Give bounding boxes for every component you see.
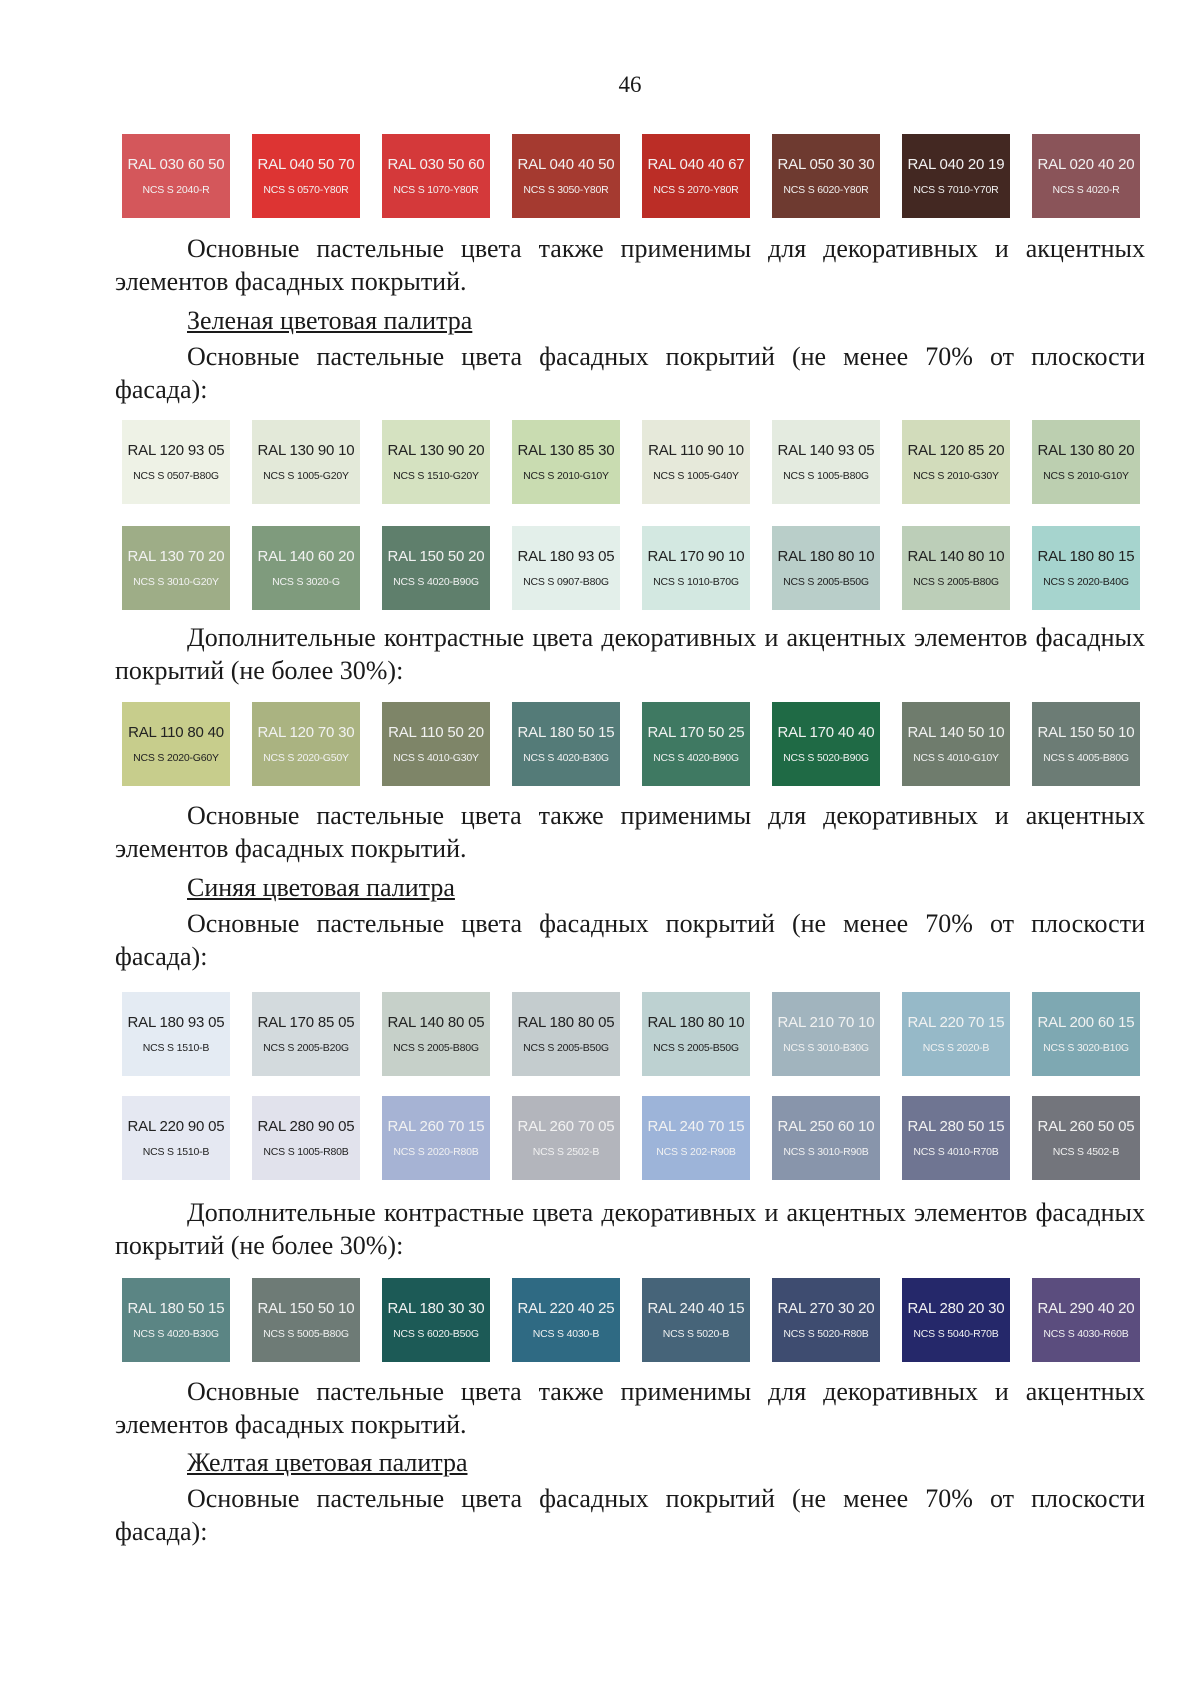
color-swatch	[772, 526, 880, 610]
swatch-ncs-code: NCS S 2010-G10Y	[523, 470, 609, 482]
swatch-ncs-code: NCS S 2020-B	[922, 1042, 990, 1054]
blue-contrast-swatch-row	[122, 1278, 1140, 1362]
swatch-ncs-code: NCS S 4020-R	[1052, 184, 1120, 196]
color-swatch	[642, 992, 750, 1076]
swatch-ncs-code: NCS S 4020-B30G	[133, 1328, 219, 1340]
color-swatch	[642, 526, 750, 610]
color-swatch	[772, 1096, 880, 1180]
color-swatch	[382, 992, 490, 1076]
swatch-ral-code: RAL 030 60 50	[127, 156, 225, 173]
swatch-ncs-code: NCS S 3020-G	[272, 576, 340, 588]
swatch-ral-code: RAL 130 90 20	[387, 442, 485, 459]
swatch-ral-code: RAL 120 85 20	[907, 442, 1005, 459]
color-swatch	[122, 1278, 230, 1362]
green-palette-note-text: Основные пастельные цвета также применимы для декоративных и акцентных элементов фасадных покрытий.	[115, 801, 1145, 863]
swatch-ral-code: RAL 030 50 60	[387, 156, 485, 173]
color-swatch	[1032, 1278, 1140, 1362]
swatch-ral-code: RAL 180 93 05	[517, 548, 615, 565]
swatch-ral-code: RAL 150 50 10	[257, 1300, 355, 1317]
swatch-ral-code: RAL 050 30 30	[777, 156, 875, 173]
color-swatch	[382, 134, 490, 218]
blue-contrast-intro	[115, 1196, 1145, 1262]
swatch-ncs-code: NCS S 2020-G60Y	[133, 752, 219, 764]
color-swatch	[1032, 134, 1140, 218]
red-contrast-swatch-row	[122, 134, 1140, 218]
swatch-ncs-code: NCS S 2020-G50Y	[263, 752, 349, 764]
swatch-ral-code: RAL 040 40 50	[517, 156, 615, 173]
swatch-ral-code: RAL 110 50 20	[388, 724, 484, 741]
swatch-ncs-code: NCS S 3020-B10G	[1043, 1042, 1129, 1054]
color-swatch	[1032, 702, 1140, 786]
swatch-ral-code: RAL 180 80 05	[517, 1014, 615, 1031]
color-swatch	[772, 702, 880, 786]
swatch-ncs-code: NCS S 2005-B50G	[653, 1042, 739, 1054]
blue-contrast-intro-text: Дополнительные контрастные цвета декоративных и акцентных элементов фасадных покрытий (не более 30%):	[115, 1198, 1145, 1260]
swatch-ncs-code: NCS S 5040-R70B	[913, 1328, 999, 1340]
swatch-ncs-code: NCS S 2005-B50G	[783, 576, 869, 588]
swatch-ral-code: RAL 170 50 25	[647, 724, 745, 741]
blue-main-swatch-row-2	[122, 1096, 1140, 1180]
color-swatch	[122, 1096, 230, 1180]
yellow-palette-heading: Желтая цветовая палитра	[187, 1448, 468, 1477]
swatch-ncs-code: NCS S 1510-B	[142, 1042, 210, 1054]
color-swatch	[902, 420, 1010, 504]
swatch-ral-code: RAL 290 40 20	[1037, 1300, 1135, 1317]
color-swatch	[252, 702, 360, 786]
swatch-ral-code: RAL 170 40 40	[777, 724, 875, 741]
swatch-ral-code: RAL 170 85 05	[257, 1014, 355, 1031]
swatch-ncs-code: NCS S 4005-B80G	[1043, 752, 1129, 764]
blue-palette-note	[115, 1375, 1145, 1441]
swatch-ncs-code: NCS S 2005-B80G	[393, 1042, 479, 1054]
swatch-ral-code: RAL 130 90 10	[257, 442, 355, 459]
swatch-ral-code: RAL 180 30 30	[387, 1300, 485, 1317]
swatch-ncs-code: NCS S 4030-R60B	[1043, 1328, 1129, 1340]
swatch-ncs-code: NCS S 1010-B70G	[653, 576, 739, 588]
swatch-ral-code: RAL 180 80 10	[647, 1014, 745, 1031]
color-swatch	[512, 992, 620, 1076]
color-swatch	[902, 992, 1010, 1076]
swatch-ral-code: RAL 220 40 25	[517, 1300, 615, 1317]
color-swatch	[642, 1096, 750, 1180]
color-swatch	[122, 134, 230, 218]
swatch-ncs-code: NCS S 3010-B30G	[783, 1042, 869, 1054]
color-swatch	[902, 1278, 1010, 1362]
swatch-ral-code: RAL 210 70 10	[777, 1014, 875, 1031]
swatch-ral-code: RAL 180 50 15	[127, 1300, 225, 1317]
swatch-ncs-code: NCS S 5020-R80B	[783, 1328, 869, 1340]
swatch-ncs-code: NCS S 1510-G20Y	[393, 470, 479, 482]
yellow-main-intro-text: Основные пастельные цвета фасадных покрытий (не менее 70% от плоскости фасада):	[115, 1484, 1145, 1546]
swatch-ral-code: RAL 220 90 05	[127, 1118, 225, 1135]
color-swatch	[252, 420, 360, 504]
color-swatch	[252, 992, 360, 1076]
color-swatch	[1032, 420, 1140, 504]
swatch-ncs-code: NCS S 1005-G20Y	[263, 470, 349, 482]
swatch-ral-code: RAL 040 20 19	[907, 156, 1005, 173]
swatch-ncs-code: NCS S 1005-R80B	[263, 1146, 349, 1158]
swatch-ncs-code: NCS S 5005-B80G	[263, 1328, 349, 1340]
blue-main-intro	[115, 907, 1145, 973]
swatch-ral-code: RAL 180 80 15	[1037, 548, 1135, 565]
swatch-ral-code: RAL 140 60 20	[257, 548, 355, 565]
color-swatch	[252, 1278, 360, 1362]
swatch-ral-code: RAL 120 93 05	[127, 442, 225, 459]
color-swatch	[122, 702, 230, 786]
swatch-ral-code: RAL 150 50 20	[387, 548, 485, 565]
swatch-ncs-code: NCS S 4010-G30Y	[393, 752, 479, 764]
color-swatch	[512, 420, 620, 504]
swatch-ncs-code: NCS S 2020-B40G	[1043, 576, 1129, 588]
green-contrast-swatch-row	[122, 702, 1140, 786]
color-swatch	[252, 134, 360, 218]
color-swatch	[772, 134, 880, 218]
color-swatch	[642, 420, 750, 504]
swatch-ral-code: RAL 260 50 05	[1037, 1118, 1135, 1135]
swatch-ncs-code: NCS S 4010-R70B	[913, 1146, 999, 1158]
color-swatch	[382, 702, 490, 786]
color-swatch	[382, 420, 490, 504]
swatch-ral-code: RAL 170 90 10	[647, 548, 745, 565]
color-swatch	[642, 1278, 750, 1362]
green-contrast-intro-text: Дополнительные контрастные цвета декоративных и акцентных элементов фасадных покрытий (не более 30%):	[115, 623, 1145, 685]
swatch-ral-code: RAL 150 50 10	[1037, 724, 1135, 741]
swatch-ral-code: RAL 280 50 15	[907, 1118, 1005, 1135]
color-swatch	[642, 702, 750, 786]
color-swatch	[772, 1278, 880, 1362]
swatch-ncs-code: NCS S 2010-G10Y	[1043, 470, 1129, 482]
color-swatch	[512, 702, 620, 786]
swatch-ral-code: RAL 180 80 10	[777, 548, 875, 565]
green-contrast-intro	[115, 621, 1145, 687]
swatch-ncs-code: NCS S 0570-Y80R	[263, 184, 349, 196]
color-swatch	[382, 1278, 490, 1362]
blue-main-intro-text: Основные пастельные цвета фасадных покрытий (не менее 70% от плоскости фасада):	[115, 909, 1145, 971]
color-swatch	[382, 1096, 490, 1180]
yellow-main-intro	[115, 1482, 1145, 1548]
swatch-ncs-code: NCS S 1005-B80G	[783, 470, 869, 482]
color-swatch	[1032, 1096, 1140, 1180]
color-swatch	[252, 526, 360, 610]
swatch-ncs-code: NCS S 4020-B30G	[523, 752, 609, 764]
swatch-ral-code: RAL 040 50 70	[257, 156, 355, 173]
color-swatch	[382, 526, 490, 610]
color-swatch	[512, 526, 620, 610]
swatch-ncs-code: NCS S 1510-B	[142, 1146, 210, 1158]
color-swatch	[512, 1096, 620, 1180]
swatch-ncs-code: NCS S 6020-B50G	[393, 1328, 479, 1340]
swatch-ral-code: RAL 250 60 10	[777, 1118, 875, 1135]
swatch-ncs-code: NCS S 1005-G40Y	[653, 470, 739, 482]
color-swatch	[122, 420, 230, 504]
green-palette-note	[115, 799, 1145, 865]
color-swatch	[512, 1278, 620, 1362]
swatch-ral-code: RAL 140 93 05	[777, 442, 875, 459]
red-palette-note	[115, 232, 1145, 298]
green-main-swatch-row-1	[122, 420, 1140, 504]
swatch-ncs-code: NCS S 2010-G30Y	[913, 470, 999, 482]
swatch-ncs-code: NCS S 7010-Y70R	[913, 184, 999, 196]
swatch-ncs-code: NCS S 4030-B	[532, 1328, 600, 1340]
swatch-ncs-code: NCS S 3010-R90B	[783, 1146, 869, 1158]
swatch-ral-code: RAL 280 20 30	[907, 1300, 1005, 1317]
swatch-ral-code: RAL 110 80 40	[128, 724, 224, 741]
swatch-ncs-code: NCS S 4502-B	[1052, 1146, 1120, 1158]
swatch-ncs-code: NCS S 0907-B80G	[523, 576, 609, 588]
color-swatch	[1032, 992, 1140, 1076]
green-main-intro	[115, 340, 1145, 406]
swatch-ral-code: RAL 200 60 15	[1037, 1014, 1135, 1031]
color-swatch	[252, 1096, 360, 1180]
red-palette-note-text: Основные пастельные цвета также применимы для декоративных и акцентных элементов фасадных покрытий.	[115, 234, 1145, 296]
color-swatch	[512, 134, 620, 218]
color-swatch	[642, 134, 750, 218]
swatch-ncs-code: NCS S 2070-Y80R	[653, 184, 739, 196]
swatch-ral-code: RAL 140 50 10	[907, 724, 1005, 741]
swatch-ral-code: RAL 130 85 30	[517, 442, 615, 459]
swatch-ncs-code: NCS S 202-R90B	[656, 1146, 736, 1158]
green-main-intro-text: Основные пастельные цвета фасадных покрытий (не менее 70% от плоскости фасада):	[115, 342, 1145, 404]
blue-palette-heading: Синяя цветовая палитра	[187, 873, 455, 902]
swatch-ncs-code: NCS S 3010-G20Y	[133, 576, 219, 588]
blue-main-swatch-row-1	[122, 992, 1140, 1076]
swatch-ncs-code: NCS S 2020-R80B	[393, 1146, 479, 1158]
swatch-ral-code: RAL 260 70 05	[517, 1118, 615, 1135]
swatch-ral-code: RAL 040 40 67	[647, 156, 745, 173]
swatch-ral-code: RAL 110 90 10	[648, 442, 744, 459]
swatch-ral-code: RAL 180 50 15	[517, 724, 615, 741]
swatch-ncs-code: NCS S 1070-Y80R	[393, 184, 479, 196]
swatch-ncs-code: NCS S 0507-B80G	[133, 470, 219, 482]
green-palette-heading: Зеленая цветовая палитра	[187, 306, 473, 335]
swatch-ral-code: RAL 140 80 05	[387, 1014, 485, 1031]
color-swatch	[122, 526, 230, 610]
swatch-ral-code: RAL 270 30 20	[777, 1300, 875, 1317]
swatch-ral-code: RAL 130 70 20	[127, 548, 225, 565]
swatch-ral-code: RAL 220 70 15	[907, 1014, 1005, 1031]
swatch-ncs-code: NCS S 5020-B	[662, 1328, 730, 1340]
blue-palette-note-text: Основные пастельные цвета также применимы для декоративных и акцентных элементов фасадных покрытий.	[115, 1377, 1145, 1439]
swatch-ral-code: RAL 120 70 30	[257, 724, 355, 741]
color-swatch	[902, 1096, 1010, 1180]
swatch-ncs-code: NCS S 5020-B90G	[783, 752, 869, 764]
swatch-ral-code: RAL 240 40 15	[647, 1300, 745, 1317]
swatch-ncs-code: NCS S 4020-B90G	[653, 752, 739, 764]
swatch-ral-code: RAL 180 93 05	[127, 1014, 225, 1031]
swatch-ncs-code: NCS S 2005-B20G	[263, 1042, 349, 1054]
swatch-ral-code: RAL 260 70 15	[387, 1118, 485, 1135]
swatch-ral-code: RAL 240 70 15	[647, 1118, 745, 1135]
color-swatch	[902, 134, 1010, 218]
swatch-ncs-code: NCS S 2502-B	[532, 1146, 600, 1158]
swatch-ncs-code: NCS S 2040-R	[142, 184, 210, 196]
swatch-ncs-code: NCS S 4010-G10Y	[913, 752, 999, 764]
swatch-ncs-code: NCS S 2005-B50G	[523, 1042, 609, 1054]
swatch-ncs-code: NCS S 4020-B90G	[393, 576, 479, 588]
color-swatch	[122, 992, 230, 1076]
color-swatch	[902, 526, 1010, 610]
swatch-ral-code: RAL 140 80 10	[907, 548, 1005, 565]
swatch-ncs-code: NCS S 3050-Y80R	[523, 184, 609, 196]
color-swatch	[1032, 526, 1140, 610]
swatch-ral-code: RAL 280 90 05	[257, 1118, 355, 1135]
swatch-ral-code: RAL 130 80 20	[1037, 442, 1135, 459]
color-swatch	[772, 420, 880, 504]
color-swatch	[772, 992, 880, 1076]
swatch-ncs-code: NCS S 2005-B80G	[913, 576, 999, 588]
color-swatch	[902, 702, 1010, 786]
swatch-ncs-code: NCS S 6020-Y80R	[783, 184, 869, 196]
swatch-ral-code: RAL 020 40 20	[1037, 156, 1135, 173]
green-main-swatch-row-2	[122, 526, 1140, 610]
page-number: 46	[618, 72, 642, 97]
